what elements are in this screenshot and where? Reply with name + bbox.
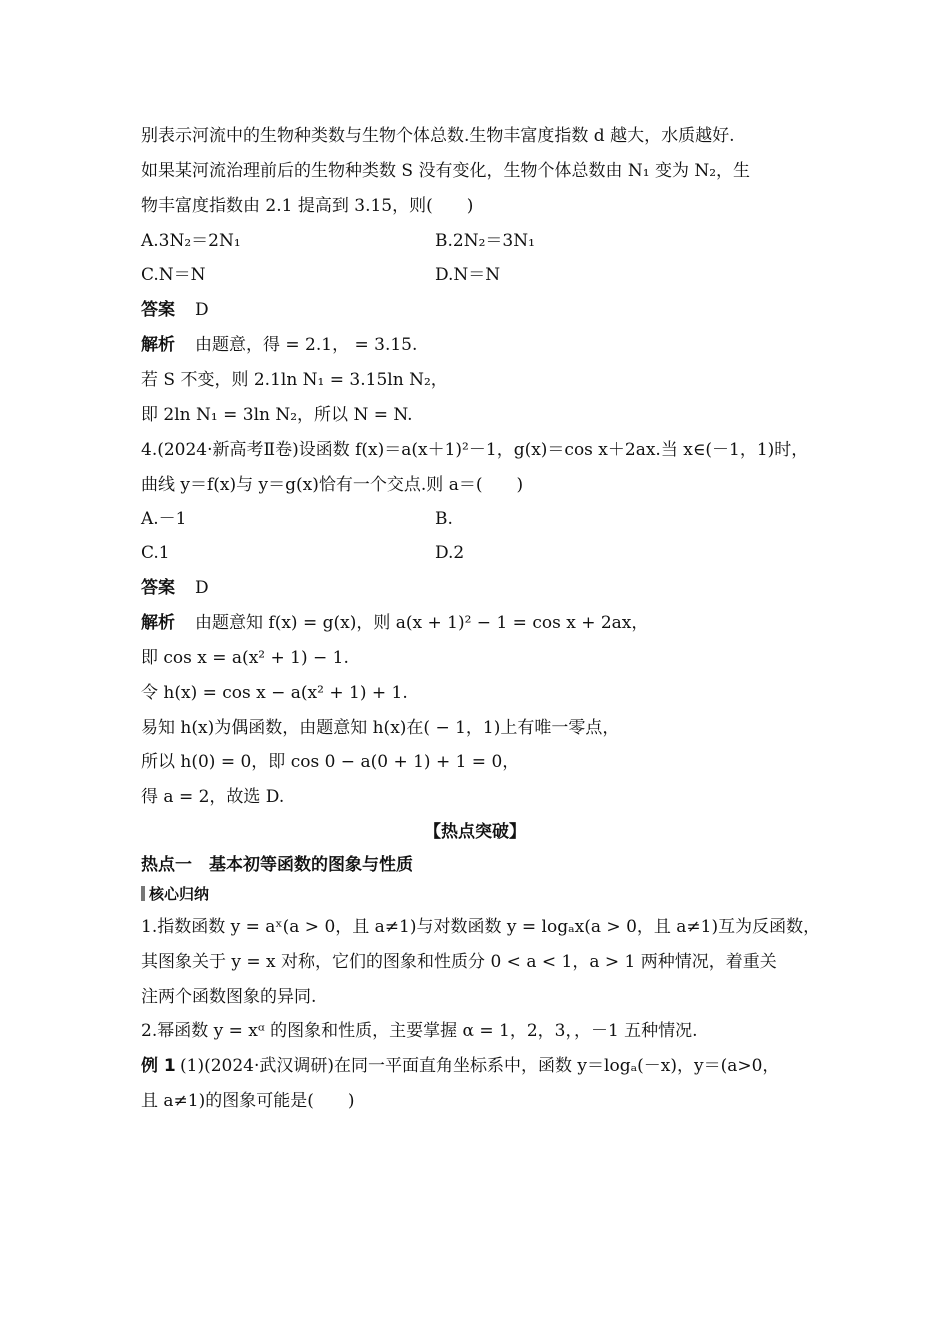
option-c: C.N＝N bbox=[141, 265, 206, 285]
option-a: A.3N₂＝2N₁ bbox=[141, 231, 241, 251]
option-b: B. bbox=[435, 509, 453, 529]
option-c: C.1 bbox=[141, 543, 170, 563]
answer-label: 答案 bbox=[141, 578, 175, 598]
option-b: B.2N₂＝3N₁ bbox=[435, 231, 535, 251]
answer-value: D bbox=[195, 300, 209, 320]
answer-row bbox=[141, 576, 209, 600]
text-line: 如果某河流治理前后的生物种类数 S 没有变化，生物个体总数由 N₁ 变为 N₂，生 bbox=[141, 161, 751, 181]
text-line: 曲线 y＝f(x)与 y＝g(x)恰有一个交点.则 a＝( ) bbox=[141, 475, 524, 495]
text-line: 所以 h(0) = 0，即 cos 0 − a(0 + 1) + 1 = 0， bbox=[141, 752, 520, 772]
analysis-text: 由题意，得 = 2.1， = 3.15. bbox=[195, 335, 418, 355]
core-heading bbox=[141, 882, 209, 906]
section-title: 【热点突破】 bbox=[424, 822, 526, 842]
analysis-text: 由题意知 f(x) = g(x)，则 a(x + 1)² − 1 = cos x + 2ax， bbox=[195, 613, 649, 633]
answer-value: D bbox=[195, 578, 209, 598]
example-label: 例 1 bbox=[141, 1056, 176, 1076]
text-line: 其图象关于 y = x 对称，它们的图象和性质分 0 < a < 1，a > 1 两种情况，着重关 bbox=[141, 952, 777, 972]
text-line: 2.幂函数 y = xᵅ 的图象和性质，主要掌握 α = 1，2，3，，－1 五种情况. bbox=[141, 1021, 698, 1041]
analysis-row bbox=[141, 333, 417, 357]
question-4: 4.(2024·新高考Ⅱ卷)设函数 f(x)＝a(x＋1)²－1，g(x)＝cos x＋2ax.当 x∈(－1，1)时， bbox=[141, 440, 809, 460]
analysis-label: 解析 bbox=[141, 335, 175, 355]
option-d: D.2 bbox=[435, 543, 465, 563]
text-line: 且 a≠1)的图象可能是( ) bbox=[141, 1091, 355, 1111]
option-a: A.－1 bbox=[141, 509, 187, 529]
text-line: 得 a = 2，故选 D. bbox=[141, 787, 285, 807]
text-line: 易知 h(x)为偶函数，由题意知 h(x)在( − 1，1)上有唯一零点， bbox=[141, 718, 620, 738]
text-line: 注两个函数图象的异同. bbox=[141, 987, 317, 1007]
text-line: 即 2ln N₁ = 3ln N₂，所以 N = N. bbox=[141, 405, 413, 425]
answer-label: 答案 bbox=[141, 300, 175, 320]
analysis-row bbox=[141, 611, 648, 635]
example-text: (1)(2024·武汉调研)在同一平面直角坐标系中，函数 y＝logₐ(－x)，y＝(a>0， bbox=[180, 1056, 780, 1076]
text-line: 物丰富度指数由 2.1 提高到 3.15，则( ) bbox=[141, 196, 474, 216]
text-line: 即 cos x = a(x² + 1) − 1. bbox=[141, 648, 349, 668]
example-row bbox=[141, 1054, 779, 1078]
option-d: D.N＝N bbox=[435, 265, 501, 285]
heading-marker bbox=[141, 886, 145, 901]
text-line: 若 S 不变，则 2.1ln N₁ = 3.15ln N₂， bbox=[141, 370, 448, 390]
text-line: 令 h(x) = cos x − a(x² + 1) + 1. bbox=[141, 683, 408, 703]
text-line: 1.指数函数 y = aˣ(a > 0，且 a≠1)与对数函数 y = logₐx(a > 0，且 a≠1)互为反函数， bbox=[141, 917, 821, 937]
hotspot-title: 热点一 基本初等函数的图象与性质 bbox=[141, 855, 413, 875]
analysis-label: 解析 bbox=[141, 613, 175, 633]
core-label: 核心归纳 bbox=[149, 885, 210, 903]
text-line: 别表示河流中的生物种类数与生物个体总数.生物丰富度指数 d 越大，水质越好. bbox=[141, 126, 735, 146]
answer-row bbox=[141, 298, 209, 322]
